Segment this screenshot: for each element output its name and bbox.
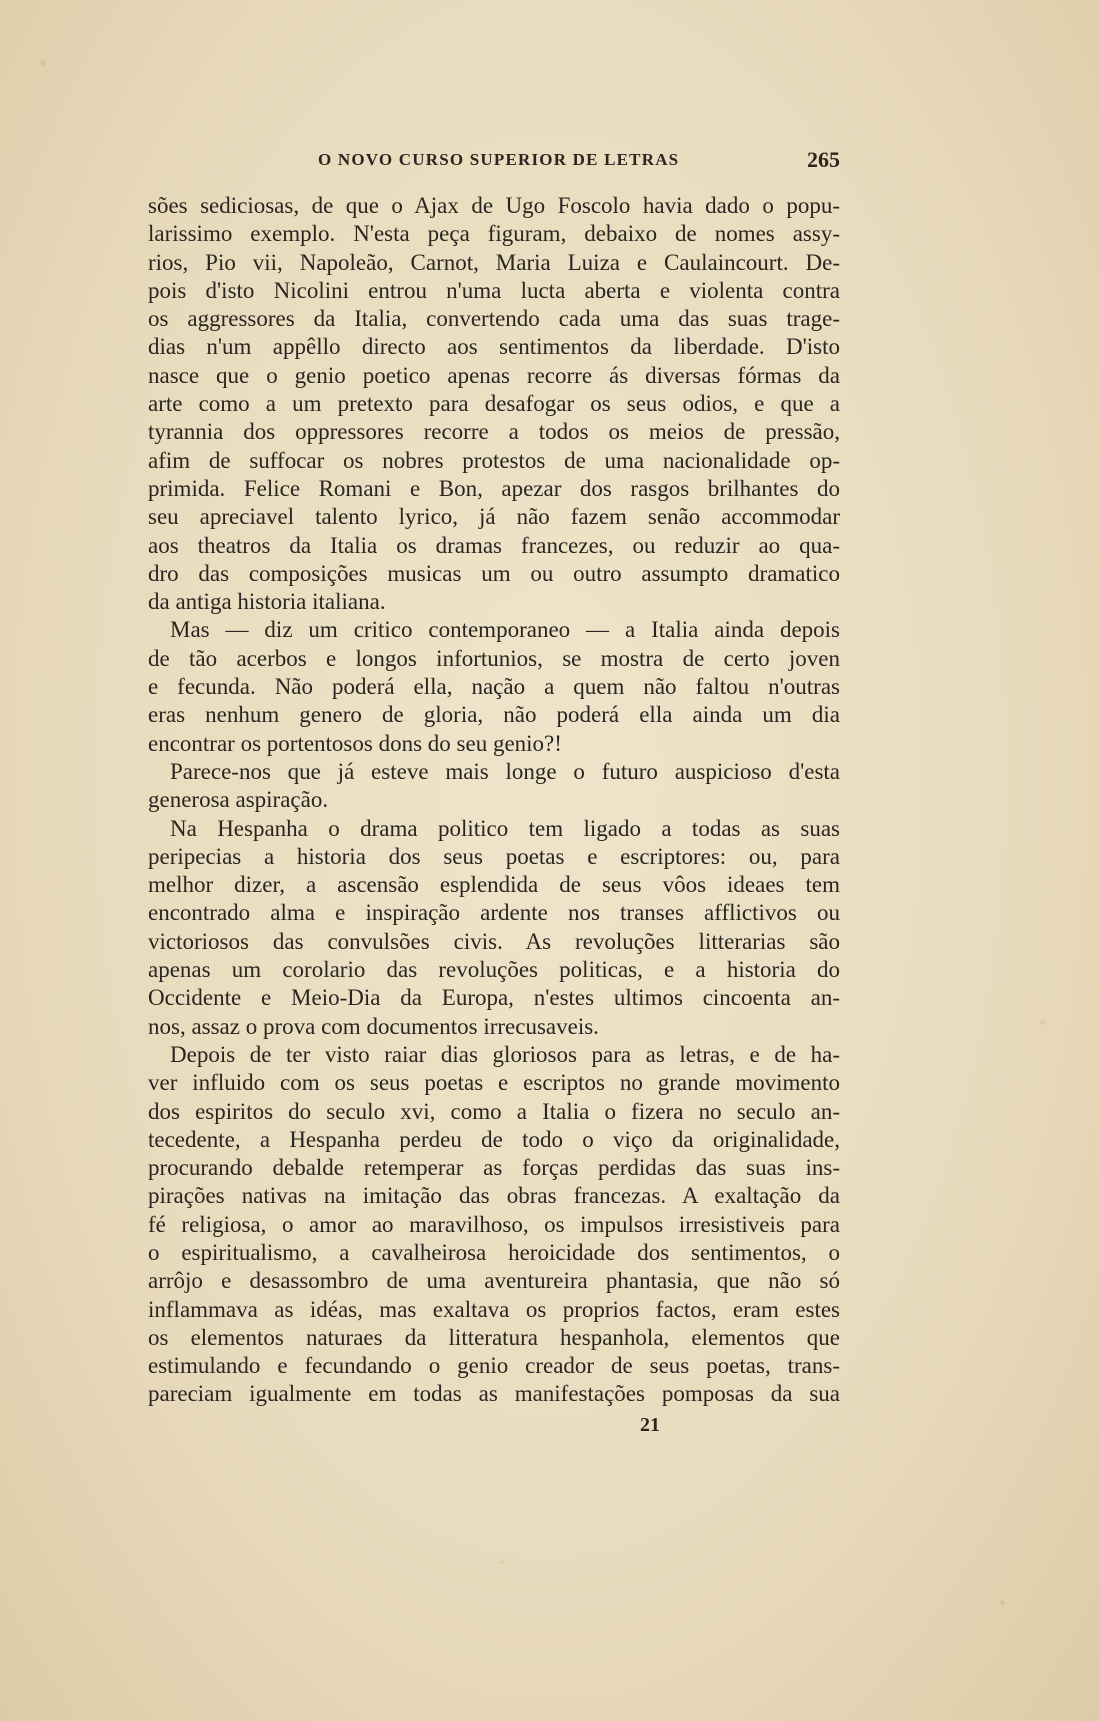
text-line: dro das composições musicas um ou outro assumpto dramatico xyxy=(148,560,840,586)
text-line: aos theatros da Italia os dramas francezes, ou reduzir ao qua- xyxy=(148,532,840,558)
text-line: Mas — diz um critico contemporaneo — a Italia ainda depois xyxy=(170,617,840,643)
text-line: seu apreciavel talento lyrico, já não fazem senão accommodar xyxy=(148,504,840,530)
text-line: generosa aspiração. xyxy=(148,787,329,813)
text-line: dos espiritos do seculo xvi, como a Italia o fizera no seculo an- xyxy=(148,1098,840,1124)
text-line: arrôjo e desassombro de uma aventureira phantasia, que não só xyxy=(148,1268,840,1294)
text-line: pareciam igualmente em todas as manifestações pomposas da sua xyxy=(148,1381,840,1407)
text-line: peripecias a historia dos seus poetas e escriptores: ou, para xyxy=(148,843,840,869)
text-line: arte como a um pretexto para desafogar os seus odios, e que a xyxy=(148,391,840,417)
text-line: e fecunda. Não poderá ella, nação a quem não faltou n'outras xyxy=(148,674,840,700)
text-line: nasce que o genio poetico apenas recorre ás diversas fórmas da xyxy=(148,362,840,388)
text-line: encontrar os portentosos dons do seu genio?! xyxy=(148,730,562,756)
text-line: ver influido com os seus poetas e escriptos no grande movimento xyxy=(148,1070,840,1096)
text-line: encontrado alma e inspiração ardente nos transes afflictivos ou xyxy=(148,900,840,926)
page-number: 265 xyxy=(807,147,840,172)
text-line: de tão acerbos e longos infortunios, se mostra de certo joven xyxy=(148,645,840,671)
text-line: afim de suffocar os nobres protestos de uma nacionalidade op- xyxy=(148,447,840,473)
text-line: pois d'isto Nicolini entrou n'uma lucta aberta e violenta contra xyxy=(148,277,840,303)
text-line: fé religiosa, o amor ao maravilhoso, os impulsos irresistiveis para xyxy=(148,1211,840,1237)
text-line: Depois de ter visto raiar dias gloriosos para as letras, e de ha- xyxy=(170,1041,840,1067)
text-line: da antiga historia italiana. xyxy=(148,589,386,615)
text-line: sões sediciosas, de que o Ajax de Ugo Foscolo havia dado o popu- xyxy=(148,193,840,218)
text-line: apenas um corolario das revoluções politicas, e a historia do xyxy=(148,957,840,983)
text-line: pirações nativas na imitação das obras francezas. A exaltação da xyxy=(148,1183,840,1209)
paper-spot xyxy=(500,1560,504,1564)
text-line: tecedente, a Hespanha perdeu de todo o viço da originalidade, xyxy=(148,1126,840,1152)
text-line: Occidente e Meio-Dia da Europa, n'estes ultimos cincoenta an- xyxy=(148,985,840,1011)
text-line: Na Hespanha o drama politico tem ligado a todas as suas xyxy=(170,815,840,841)
paper-spot xyxy=(1000,1600,1005,1605)
text-line: inflammava as idéas, mas exaltava os proprios factos, eram estes xyxy=(148,1296,840,1322)
text-line: os elementos naturaes da litteratura hespanhola, elementos que xyxy=(148,1324,840,1350)
text-line: larissimo exemplo. N'esta peça figuram, debaixo de nomes assy- xyxy=(148,221,840,247)
text-line: nos, assaz o prova com documentos irrecusaveis. xyxy=(148,1013,599,1039)
text-line: tyrannia dos oppressores recorre a todos os meios de pressão, xyxy=(148,419,840,445)
body-text xyxy=(148,192,840,1409)
paper-spot xyxy=(1040,1020,1045,1025)
signature-mark: 21 xyxy=(640,1414,660,1436)
paper-spot xyxy=(40,60,46,66)
text-line: o espiritualismo, a cavalheirosa heroicidade dos sentimentos, o xyxy=(148,1239,840,1265)
running-head xyxy=(148,147,840,174)
text-line: melhor dizer, a ascensão esplendida de seus vôos ideaes tem xyxy=(148,872,840,898)
text-line: victoriosos das convulsões civis. As revoluções litterarias são xyxy=(148,928,840,954)
text-line: dias n'um appêllo directo aos sentimentos da liberdade. D'isto xyxy=(148,334,840,360)
text-line: os aggressores da Italia, convertendo cada uma das suas trage- xyxy=(148,306,840,332)
text-line: primida. Felice Romani e Bon, apezar dos rasgos brilhantes do xyxy=(148,475,840,501)
text-line: rios, Pio vii, Napoleão, Carnot, Maria Luiza e Caulaincourt. De- xyxy=(148,249,840,275)
text-line: estimulando e fecundando o genio creador de seus poetas, trans- xyxy=(148,1353,840,1379)
text-line: eras nenhum genero de gloria, não poderá ella ainda um dia xyxy=(148,702,840,728)
text-line: Parece-nos que já esteve mais longe o futuro auspicioso d'esta xyxy=(170,758,840,784)
text-line: procurando debalde retemperar as forças perdidas das suas ins- xyxy=(148,1155,840,1181)
running-title: O NOVO CURSO SUPERIOR DE LETRAS xyxy=(318,150,680,169)
